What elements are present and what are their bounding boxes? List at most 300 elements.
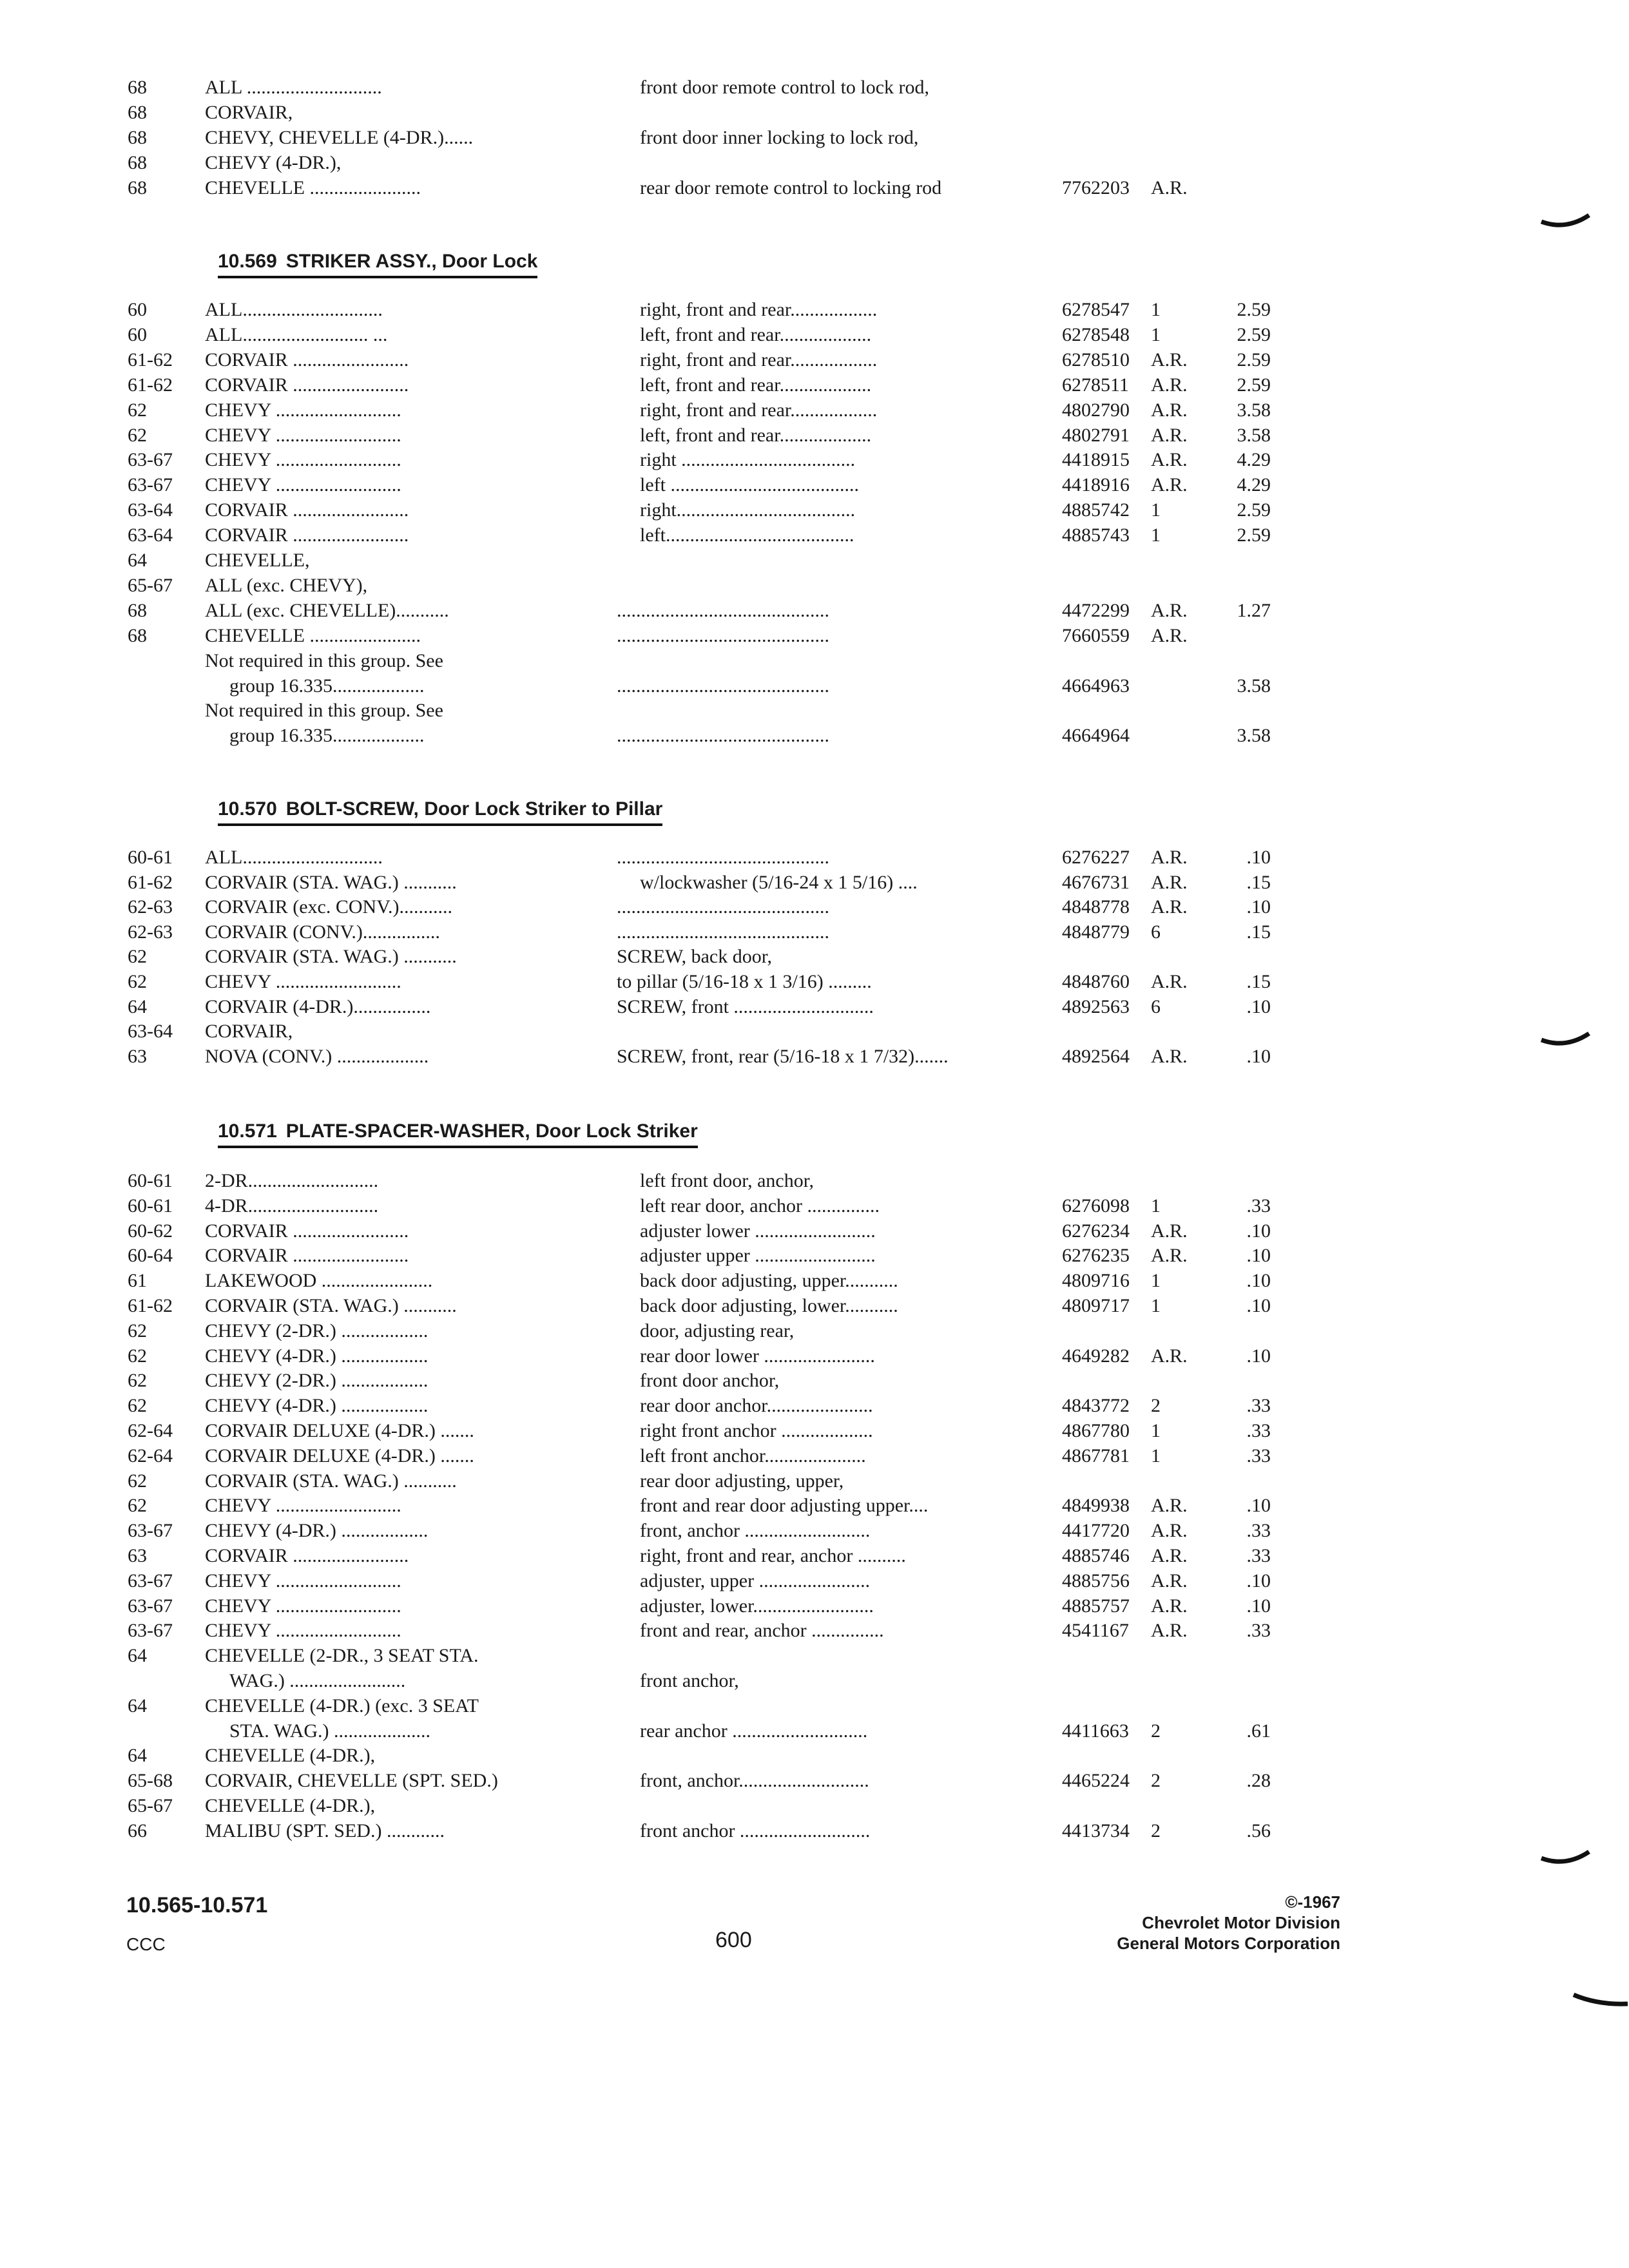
quantity-cell: A.R. xyxy=(1151,1245,1188,1267)
table-row xyxy=(0,944,1629,970)
edge-mark xyxy=(1540,1849,1592,1875)
price-cell: 3.58 xyxy=(1237,399,1271,421)
part-number-cell: 4848779 xyxy=(1062,921,1130,943)
price-cell: 1.27 xyxy=(1237,599,1271,621)
part-number-cell: 4413734 xyxy=(1062,1820,1130,1841)
description-cell: rear door adjusting, upper, xyxy=(640,1470,844,1492)
quantity-cell: A.R. xyxy=(1151,871,1188,893)
part-number-cell: 4892564 xyxy=(1062,1045,1130,1067)
quantity-cell: A.R. xyxy=(1151,349,1188,370)
quantity-cell: 1 xyxy=(1151,1295,1161,1316)
table-row xyxy=(0,1343,1629,1369)
quantity-cell: 1 xyxy=(1151,323,1161,345)
price-cell: .61 xyxy=(1246,1720,1271,1742)
part-number-cell: 6276227 xyxy=(1062,847,1130,868)
quantity-cell: A.R. xyxy=(1151,1595,1188,1617)
year-cell: 64 xyxy=(128,1745,147,1767)
model-cell: CHEVY .......................... xyxy=(205,1495,401,1517)
table-row xyxy=(0,1568,1629,1594)
price-cell: .10 xyxy=(1246,1345,1271,1367)
part-number-cell: 4809717 xyxy=(1062,1295,1130,1316)
year-cell: 60 xyxy=(128,323,147,345)
table-row xyxy=(0,125,1629,151)
model-cell: Not required in this group. See xyxy=(205,649,443,671)
quantity-cell: A.R. xyxy=(1151,449,1188,471)
quantity-cell: 1 xyxy=(1151,1420,1161,1441)
year-cell: 63-67 xyxy=(128,1620,173,1642)
year-cell: 61-62 xyxy=(128,374,173,396)
price-cell: .10 xyxy=(1246,1245,1271,1267)
model-cell: CHEVY (4-DR.), xyxy=(205,152,342,173)
quantity-cell: A.R. xyxy=(1151,847,1188,868)
part-number-cell: 4649282 xyxy=(1062,1345,1130,1367)
year-cell: 63-64 xyxy=(128,524,173,546)
year-cell: 60-61 xyxy=(128,1170,173,1191)
table-row xyxy=(0,1044,1629,1070)
part-number-cell: 4892563 xyxy=(1062,995,1130,1017)
model-cell: group 16.335................... xyxy=(229,675,425,697)
year-cell: 63-67 xyxy=(128,1570,173,1591)
quantity-cell: 1 xyxy=(1151,299,1161,320)
model-cell: CHEVELLE, xyxy=(205,550,310,571)
price-cell: .33 xyxy=(1246,1445,1271,1466)
description-cell: right, front and rear.................. xyxy=(640,349,878,370)
model-cell: CORVAIR (STA. WAG.) ........... xyxy=(205,1295,457,1316)
section-title xyxy=(218,796,662,826)
quantity-cell: A.R. xyxy=(1151,474,1188,496)
quantity-cell: 1 xyxy=(1151,499,1161,521)
description-cell: right .................................... xyxy=(640,449,856,471)
quantity-cell: A.R. xyxy=(1151,177,1188,198)
description-cell: right front anchor ................... xyxy=(640,1420,873,1441)
table-row xyxy=(0,845,1629,870)
edge-mark xyxy=(1572,1991,1629,2017)
quantity-cell: A.R. xyxy=(1151,896,1188,918)
part-number-cell: 4867781 xyxy=(1062,1445,1130,1466)
model-cell: ALL ............................ xyxy=(205,77,382,98)
table-row xyxy=(0,1718,1629,1744)
year-cell: 62-64 xyxy=(128,1445,173,1466)
price-cell: .10 xyxy=(1246,1595,1271,1617)
table-row xyxy=(0,1543,1629,1569)
model-cell: CORVAIR (STA. WAG.) ........... xyxy=(205,871,457,893)
price-cell: .33 xyxy=(1246,1520,1271,1542)
description-cell: left, front and rear................... xyxy=(640,424,872,446)
quantity-cell: 2 xyxy=(1151,1820,1161,1841)
part-number-cell: 4664963 xyxy=(1062,675,1130,697)
quantity-cell: A.R. xyxy=(1151,1495,1188,1517)
price-cell: .15 xyxy=(1246,871,1271,893)
model-cell: ALL (exc. CHEVELLE)........... xyxy=(205,599,449,621)
model-cell: STA. WAG.) .................... xyxy=(229,1720,431,1742)
model-cell: CHEVY (2-DR.) .................. xyxy=(205,1320,429,1341)
table-row xyxy=(0,648,1629,674)
section-subtitle: Door Lock Striker to Pillar xyxy=(424,798,663,820)
table-row xyxy=(0,150,1629,176)
year-cell: 62 xyxy=(128,1345,147,1367)
description-cell: back door adjusting, upper........... xyxy=(640,1270,898,1292)
model-cell: CORVAIR DELUXE (4-DR.) ....... xyxy=(205,1420,474,1441)
year-cell: 63-67 xyxy=(128,1595,173,1617)
table-row xyxy=(0,1293,1629,1319)
description-cell: SCREW, front, rear (5/16-18 x 1 7/32)....... xyxy=(617,1045,949,1067)
description-cell: right, front and rear.................. xyxy=(640,299,878,320)
section-name: STRIKER ASSY., xyxy=(285,251,437,272)
year-cell: 63 xyxy=(128,1545,147,1566)
description-cell: left rear door, anchor ............... xyxy=(640,1195,880,1216)
price-cell: .33 xyxy=(1246,1195,1271,1216)
year-cell: 63-64 xyxy=(128,499,173,521)
price-cell: 2.59 xyxy=(1237,349,1271,370)
model-cell: CORVAIR ........................ xyxy=(205,1245,409,1267)
description-cell: SCREW, back door, xyxy=(617,946,773,968)
table-row xyxy=(0,1768,1629,1794)
table-row xyxy=(0,548,1629,573)
price-cell: .33 xyxy=(1246,1395,1271,1417)
quantity-cell: A.R. xyxy=(1151,424,1188,446)
year-cell: 65-67 xyxy=(128,574,173,596)
model-cell: CHEVY (4-DR.) .................. xyxy=(205,1395,429,1417)
part-number-cell: 4885746 xyxy=(1062,1545,1130,1566)
model-cell: 4-DR........................... xyxy=(205,1195,379,1216)
year-cell: 60-64 xyxy=(128,1245,173,1267)
model-cell: CHEVY (4-DR.) .................. xyxy=(205,1520,429,1542)
part-number-cell: 4541167 xyxy=(1062,1620,1129,1642)
model-cell: CORVAIR, xyxy=(205,1021,293,1043)
model-cell: ALL (exc. CHEVY), xyxy=(205,574,368,596)
quantity-cell: A.R. xyxy=(1151,1345,1188,1367)
part-number-cell: 7660559 xyxy=(1062,624,1130,646)
table-row xyxy=(0,472,1629,498)
table-row xyxy=(0,698,1629,724)
table-row xyxy=(0,919,1629,945)
year-cell: 62 xyxy=(128,971,147,992)
year-cell: 68 xyxy=(128,152,147,173)
model-cell: CHEVY (2-DR.) .................. xyxy=(205,1370,429,1392)
part-number-cell: 4676731 xyxy=(1062,871,1130,893)
year-cell: 63-67 xyxy=(128,449,173,471)
model-cell: CORVAIR, CHEVELLE (SPT. SED.) xyxy=(205,1770,498,1792)
year-cell: 68 xyxy=(128,77,147,98)
table-row xyxy=(0,75,1629,101)
model-cell: CHEVY .......................... xyxy=(205,474,401,496)
part-number-cell: 4802791 xyxy=(1062,424,1130,446)
section-title xyxy=(218,249,537,278)
year-cell: 63 xyxy=(128,1045,147,1067)
model-cell: CHEVY (4-DR.) .................. xyxy=(205,1345,429,1367)
year-cell: 62-64 xyxy=(128,1420,173,1441)
part-number-cell: 6278548 xyxy=(1062,323,1130,345)
part-number-cell: 6278510 xyxy=(1062,349,1130,370)
part-number-cell: 6276234 xyxy=(1062,1220,1130,1242)
price-cell: .10 xyxy=(1246,1495,1271,1517)
price-cell: .33 xyxy=(1246,1545,1271,1566)
description-cell: left....................................... xyxy=(640,524,854,546)
table-row xyxy=(0,1019,1629,1044)
model-cell: CORVAIR ........................ xyxy=(205,1220,409,1242)
page-number: 600 xyxy=(715,1928,752,1952)
model-cell: CHEVY, CHEVELLE (4-DR.)...... xyxy=(205,127,474,148)
year-cell: 62 xyxy=(128,1370,147,1392)
part-number-cell: 6276098 xyxy=(1062,1195,1130,1216)
description-cell: front, anchor........................... xyxy=(640,1770,869,1792)
table-row xyxy=(0,1468,1629,1494)
year-cell: 62 xyxy=(128,399,147,421)
description-cell: rear door lower ....................... xyxy=(640,1345,875,1367)
year-cell: 60-62 xyxy=(128,1220,173,1242)
copyright-year: ©-1967 xyxy=(1285,1892,1340,1912)
section-number: 10.569 xyxy=(218,251,277,272)
model-cell: CHEVY .......................... xyxy=(205,399,401,421)
price-cell: 4.29 xyxy=(1237,474,1271,496)
year-cell: 64 xyxy=(128,995,147,1017)
description-cell: adjuster, lower......................... xyxy=(640,1595,874,1617)
description-cell: left ....................................... xyxy=(640,474,859,496)
year-cell: 65-68 xyxy=(128,1770,173,1792)
description-cell: rear anchor ............................ xyxy=(640,1720,868,1742)
part-number-cell: 4465224 xyxy=(1062,1770,1130,1792)
section-subtitle: Door Lock xyxy=(442,251,538,272)
price-cell: .33 xyxy=(1246,1420,1271,1441)
table-row xyxy=(0,100,1629,126)
table-row xyxy=(0,894,1629,920)
description-cell: rear door anchor...................... xyxy=(640,1395,873,1417)
description-cell: front, anchor .......................... xyxy=(640,1520,871,1542)
price-cell: .10 xyxy=(1246,1295,1271,1316)
table-row xyxy=(0,573,1629,599)
corporation-name: General Motors Corporation xyxy=(1117,1934,1340,1953)
year-cell: 68 xyxy=(128,624,147,646)
year-cell: 62-63 xyxy=(128,921,173,943)
year-cell: 68 xyxy=(128,599,147,621)
description-cell: front and rear, anchor ............... xyxy=(640,1620,884,1642)
table-row xyxy=(0,1443,1629,1469)
model-cell: ALL............................. xyxy=(205,299,383,320)
part-number-cell: 4885756 xyxy=(1062,1570,1130,1591)
model-cell: CORVAIR, xyxy=(205,102,293,123)
model-cell: CORVAIR ........................ xyxy=(205,499,409,521)
model-cell: LAKEWOOD ....................... xyxy=(205,1270,433,1292)
model-cell: CORVAIR ........................ xyxy=(205,349,409,370)
description-cell: left front anchor..................... xyxy=(640,1445,866,1466)
year-cell: 62-63 xyxy=(128,896,173,918)
table-row xyxy=(0,1318,1629,1344)
table-row xyxy=(0,1368,1629,1394)
model-cell: CORVAIR (exc. CONV.)........... xyxy=(205,896,452,918)
price-cell: 2.59 xyxy=(1237,323,1271,345)
year-cell: 64 xyxy=(128,1695,147,1716)
table-row xyxy=(0,1793,1629,1819)
model-cell: CHEVELLE (2-DR., 3 SEAT STA. xyxy=(205,1645,479,1667)
price-cell: 2.59 xyxy=(1237,374,1271,396)
model-cell: CHEVY .......................... xyxy=(205,971,401,992)
description-cell: front door inner locking to lock rod, xyxy=(640,127,919,148)
part-number-cell: 4472299 xyxy=(1062,599,1130,621)
model-cell: CHEVY .......................... xyxy=(205,1620,401,1642)
table-row xyxy=(0,1693,1629,1719)
part-number-cell: 4843772 xyxy=(1062,1395,1130,1417)
table-row xyxy=(0,1743,1629,1769)
price-cell: .10 xyxy=(1246,1045,1271,1067)
year-cell: 66 xyxy=(128,1820,147,1841)
part-number-cell: 4848760 xyxy=(1062,971,1130,992)
year-cell: 62 xyxy=(128,1495,147,1517)
model-cell: MALIBU (SPT. SED.) ............ xyxy=(205,1820,445,1841)
quantity-cell: A.R. xyxy=(1151,624,1188,646)
price-cell: 3.58 xyxy=(1237,675,1271,697)
part-number-cell: 4417720 xyxy=(1062,1520,1130,1542)
model-cell: NOVA (CONV.) ................... xyxy=(205,1045,429,1067)
year-cell: 68 xyxy=(128,127,147,148)
year-cell: 62 xyxy=(128,424,147,446)
description-cell: right..................................... xyxy=(640,499,856,521)
part-number-cell: 4885742 xyxy=(1062,499,1130,521)
description-cell: ............................................ xyxy=(617,725,829,747)
year-cell: 68 xyxy=(128,177,147,198)
table-row xyxy=(0,673,1629,699)
price-cell: .15 xyxy=(1246,971,1271,992)
model-cell: CORVAIR ........................ xyxy=(205,1545,409,1566)
table-row xyxy=(0,623,1629,649)
quantity-cell: 2 xyxy=(1151,1770,1161,1792)
table-row xyxy=(0,175,1629,201)
model-cell: CHEVELLE (4-DR.), xyxy=(205,1795,376,1816)
part-number-cell: 6278547 xyxy=(1062,299,1130,320)
description-cell: right, front and rear.................. xyxy=(640,399,878,421)
year-cell: 68 xyxy=(128,102,147,123)
copyright-block xyxy=(1031,1892,1340,1954)
table-row xyxy=(0,870,1629,896)
description-cell: left front door, anchor, xyxy=(640,1170,814,1191)
description-cell: front door anchor, xyxy=(640,1370,780,1392)
table-row xyxy=(0,1168,1629,1194)
table-row xyxy=(0,497,1629,523)
edge-mark xyxy=(1540,1031,1592,1057)
table-row xyxy=(0,969,1629,995)
division-name: Chevrolet Motor Division xyxy=(1142,1913,1340,1932)
description-cell: adjuster lower ......................... xyxy=(640,1220,876,1242)
table-row xyxy=(0,447,1629,473)
year-cell: 62 xyxy=(128,1320,147,1341)
table-row xyxy=(0,1593,1629,1619)
description-cell: ............................................ xyxy=(617,624,829,646)
part-number-cell: 4664964 xyxy=(1062,725,1130,747)
model-cell: CORVAIR ........................ xyxy=(205,524,409,546)
quantity-cell: 1 xyxy=(1151,1195,1161,1216)
description-cell: adjuster upper ......................... xyxy=(640,1245,876,1267)
model-cell: CHEVELLE ....................... xyxy=(205,177,421,198)
table-row xyxy=(0,372,1629,398)
part-number-cell: 4809716 xyxy=(1062,1270,1130,1292)
section-number: 10.570 xyxy=(218,798,277,820)
model-cell: ALL.......................... ... xyxy=(205,323,388,345)
description-cell: front anchor ........................... xyxy=(640,1820,871,1841)
model-cell: CORVAIR (STA. WAG.) ........... xyxy=(205,1470,457,1492)
quantity-cell: 6 xyxy=(1151,995,1161,1017)
description-cell: SCREW, front ............................. xyxy=(617,995,874,1017)
section-subtitle: Door Lock Striker xyxy=(535,1120,698,1142)
price-cell: .15 xyxy=(1246,921,1271,943)
model-cell: CHEVY .......................... xyxy=(205,1570,401,1591)
quantity-cell: A.R. xyxy=(1151,1620,1188,1642)
table-row xyxy=(0,1218,1629,1244)
table-row xyxy=(0,598,1629,624)
group-range: 10.565-10.571 xyxy=(126,1893,268,1917)
quantity-cell: 1 xyxy=(1151,524,1161,546)
year-cell: 61-62 xyxy=(128,1295,173,1316)
model-cell: group 16.335................... xyxy=(229,725,425,747)
table-row xyxy=(0,398,1629,423)
model-cell: ALL............................. xyxy=(205,847,383,868)
quantity-cell: 2 xyxy=(1151,1395,1161,1417)
price-cell: .10 xyxy=(1246,847,1271,868)
quantity-cell: A.R. xyxy=(1151,374,1188,396)
section-title xyxy=(218,1119,698,1148)
table-row xyxy=(0,1818,1629,1844)
model-cell: Not required in this group. See xyxy=(205,700,443,722)
quantity-cell: 6 xyxy=(1151,921,1161,943)
description-cell: door, adjusting rear, xyxy=(640,1320,795,1341)
year-cell: 60-61 xyxy=(128,1195,173,1216)
description-cell: to pillar (5/16-18 x 1 3/16) ......... xyxy=(617,971,872,992)
model-cell: CHEVY .......................... xyxy=(205,424,401,446)
price-cell: 3.58 xyxy=(1237,725,1271,747)
model-cell: CORVAIR (CONV.)................ xyxy=(205,921,440,943)
description-cell: front anchor, xyxy=(640,1670,739,1691)
quantity-cell: 2 xyxy=(1151,1720,1161,1742)
table-row xyxy=(0,1418,1629,1444)
year-cell: 62 xyxy=(128,946,147,968)
price-cell: .10 xyxy=(1246,1270,1271,1292)
quantity-cell: A.R. xyxy=(1151,1220,1188,1242)
quantity-cell: A.R. xyxy=(1151,599,1188,621)
table-row xyxy=(0,1268,1629,1294)
model-cell: WAG.) ........................ xyxy=(229,1670,406,1691)
year-cell: 63-64 xyxy=(128,1021,173,1043)
table-row xyxy=(0,347,1629,373)
table-row xyxy=(0,297,1629,323)
description-cell: ............................................ xyxy=(617,896,829,918)
description-cell: ............................................ xyxy=(617,599,829,621)
quantity-cell: A.R. xyxy=(1151,1520,1188,1542)
description-cell: right, front and rear, anchor .......... xyxy=(640,1545,906,1566)
table-row xyxy=(0,1668,1629,1694)
year-cell: 65-67 xyxy=(128,1795,173,1816)
table-row xyxy=(0,994,1629,1020)
price-cell: .28 xyxy=(1246,1770,1271,1792)
table-row xyxy=(0,1393,1629,1419)
edge-mark xyxy=(1540,213,1592,238)
year-cell: 64 xyxy=(128,550,147,571)
model-cell: 2-DR........................... xyxy=(205,1170,379,1191)
part-number-cell: 4418915 xyxy=(1062,449,1130,471)
table-row xyxy=(0,1643,1629,1669)
model-cell: CORVAIR DELUXE (4-DR.) ....... xyxy=(205,1445,474,1466)
section-name: BOLT-SCREW, xyxy=(285,798,419,820)
price-cell: 2.59 xyxy=(1237,499,1271,521)
year-cell: 61-62 xyxy=(128,871,173,893)
description-cell: w/lockwasher (5/16-24 x 1 5/16) .... xyxy=(640,871,918,893)
part-number-cell: 4848778 xyxy=(1062,896,1130,918)
model-cell: CORVAIR (4-DR.)................ xyxy=(205,995,431,1017)
price-cell: .56 xyxy=(1246,1820,1271,1841)
part-number-cell: 4885757 xyxy=(1062,1595,1130,1617)
model-cell: CORVAIR ........................ xyxy=(205,374,409,396)
year-cell: 63-67 xyxy=(128,1520,173,1542)
price-cell: .10 xyxy=(1246,995,1271,1017)
table-row xyxy=(0,322,1629,348)
price-cell: 4.29 xyxy=(1237,449,1271,471)
